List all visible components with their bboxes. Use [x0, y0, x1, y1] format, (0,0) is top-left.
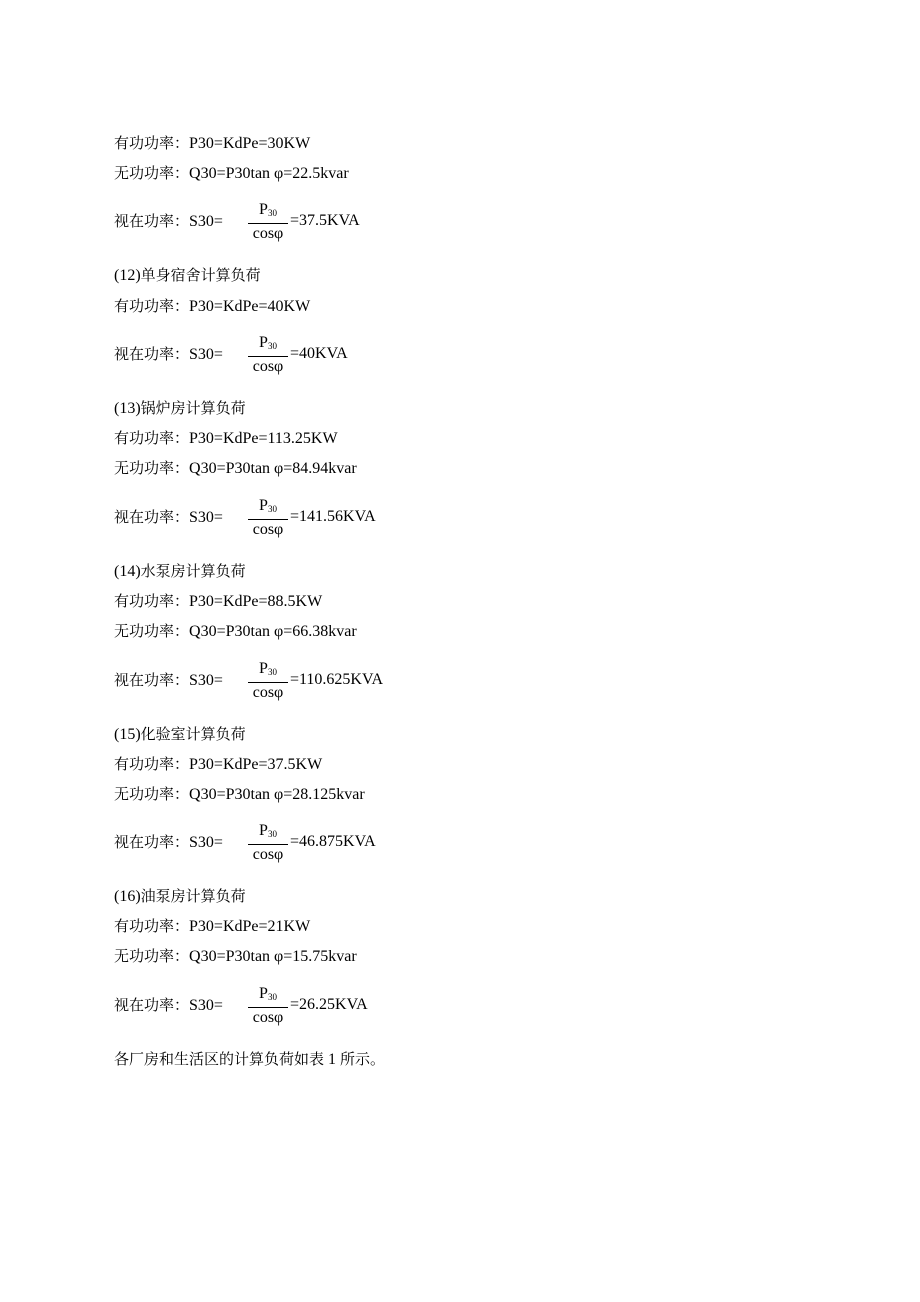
active-power-line: [114, 754, 322, 775]
fraction-bar: [248, 1007, 288, 1008]
fraction-denominator: cosφ: [252, 521, 284, 538]
fraction-bar: [248, 682, 288, 683]
apparent-power-line: [114, 670, 223, 691]
fraction: [248, 823, 288, 863]
active-power-formula: P30=KdPe=37.5KW: [189, 756, 323, 773]
apparent-power-label: 视在功率：: [114, 671, 190, 689]
reactive-power-line: [114, 946, 357, 967]
active-power-formula: P30=KdPe=30KW: [189, 135, 311, 152]
apparent-power-lhs: S30=: [189, 346, 223, 363]
apparent-power-result: =141.56KVA: [290, 508, 376, 525]
fraction-bar: [248, 223, 288, 224]
fraction-bar: [248, 356, 288, 357]
apparent-power-lhs: S30=: [189, 672, 223, 689]
fraction-denominator: cosφ: [252, 846, 284, 863]
fraction: [248, 498, 288, 538]
fraction-denominator: cosφ: [252, 684, 284, 701]
reactive-power-line: [114, 163, 349, 184]
active-power-label: 有功功率：: [114, 755, 190, 773]
section-title: 单身宿舍计算负荷: [140, 266, 261, 284]
reactive-power-formula: Q30=P30tan φ=84.94kvar: [189, 460, 357, 477]
apparent-power-label: 视在功率：: [114, 345, 190, 363]
apparent-power-result: =40KVA: [290, 345, 348, 362]
active-power-formula: P30=KdPe=88.5KW: [189, 593, 323, 610]
fraction-subscript: 30: [267, 341, 277, 351]
fraction-numerator: P: [259, 201, 268, 218]
active-power-label: 有功功率：: [114, 917, 190, 935]
apparent-power-lhs: S30=: [189, 509, 223, 526]
closing-table-number: 1: [324, 1051, 341, 1068]
apparent-power-lhs: S30=: [189, 834, 223, 851]
fraction-subscript: 30: [267, 992, 277, 1002]
apparent-power-lhs: S30=: [189, 213, 223, 230]
apparent-power-line: [114, 832, 223, 853]
apparent-power-line: [114, 211, 223, 232]
apparent-power-line: [114, 344, 223, 365]
section-title: 锅炉房计算负荷: [140, 399, 246, 417]
active-power-line: [114, 296, 310, 317]
reactive-power-formula: Q30=P30tan φ=28.125kvar: [189, 786, 365, 803]
apparent-power-result: =46.875KVA: [290, 833, 376, 850]
section-number: (14): [114, 563, 141, 580]
fraction-subscript: 30: [267, 667, 277, 677]
active-power-label: 有功功率：: [114, 592, 190, 610]
active-power-formula: P30=KdPe=40KW: [189, 298, 311, 315]
active-power-line: [114, 916, 310, 937]
fraction-numerator: P: [259, 822, 268, 839]
section-title: 化验室计算负荷: [140, 725, 246, 743]
fraction: [248, 202, 288, 242]
active-power-line: [114, 428, 338, 449]
fraction-bar: [248, 519, 288, 520]
section-number: (13): [114, 400, 141, 417]
apparent-power-result: =37.5KVA: [290, 212, 360, 229]
section-title: 油泵房计算负荷: [140, 887, 246, 905]
section-heading-15: [114, 724, 246, 745]
reactive-power-label: 无功功率：: [114, 947, 190, 965]
section-number: (16): [114, 888, 141, 905]
closing-text-b: 所示。: [340, 1050, 386, 1068]
active-power-line: [114, 591, 322, 612]
apparent-power-line: [114, 507, 223, 528]
fraction: [248, 986, 288, 1026]
fraction-numerator: P: [259, 985, 268, 1002]
apparent-power-label: 视在功率：: [114, 508, 190, 526]
fraction-denominator: cosφ: [252, 358, 284, 375]
apparent-power-result: =110.625KVA: [290, 671, 384, 688]
apparent-power-label: 视在功率：: [114, 996, 190, 1014]
section-heading-14: [114, 561, 246, 582]
section-number: (12): [114, 267, 141, 284]
apparent-power-lhs: S30=: [189, 997, 223, 1014]
reactive-power-formula: Q30=P30tan φ=66.38kvar: [189, 623, 357, 640]
fraction: [248, 335, 288, 375]
apparent-power-label: 视在功率：: [114, 212, 190, 230]
fraction-subscript: 30: [267, 504, 277, 514]
reactive-power-line: [114, 784, 365, 805]
section-heading-16: [114, 886, 246, 907]
reactive-power-formula: Q30=P30tan φ=15.75kvar: [189, 948, 357, 965]
reactive-power-line: [114, 458, 357, 479]
fraction-denominator: cosφ: [252, 1009, 284, 1026]
fraction-numerator: P: [259, 334, 268, 351]
section-title: 水泵房计算负荷: [140, 562, 246, 580]
apparent-power-label: 视在功率：: [114, 833, 190, 851]
apparent-power-line: [114, 995, 223, 1016]
active-power-label: 有功功率：: [114, 429, 190, 447]
reactive-power-label: 无功功率：: [114, 622, 190, 640]
fraction: [248, 661, 288, 701]
reactive-power-line: [114, 621, 357, 642]
closing-sentence: [114, 1049, 385, 1070]
fraction-subscript: 30: [267, 208, 277, 218]
closing-text-a: 各厂房和生活区的计算负荷如表: [114, 1050, 325, 1068]
apparent-power-result: =26.25KVA: [290, 996, 368, 1013]
section-number: (15): [114, 726, 141, 743]
fraction-numerator: P: [259, 497, 268, 514]
reactive-power-formula: Q30=P30tan φ=22.5kvar: [189, 165, 349, 182]
section-heading-12: [114, 265, 261, 286]
active-power-formula: P30=KdPe=113.25KW: [189, 430, 338, 447]
active-power-label: 有功功率：: [114, 297, 190, 315]
active-power-line: [114, 133, 310, 154]
fraction-numerator: P: [259, 660, 268, 677]
fraction-subscript: 30: [267, 829, 277, 839]
reactive-power-label: 无功功率：: [114, 164, 190, 182]
active-power-label: 有功功率：: [114, 134, 190, 152]
section-heading-13: [114, 398, 246, 419]
fraction-bar: [248, 844, 288, 845]
active-power-formula: P30=KdPe=21KW: [189, 918, 311, 935]
reactive-power-label: 无功功率：: [114, 785, 190, 803]
reactive-power-label: 无功功率：: [114, 459, 190, 477]
fraction-denominator: cosφ: [252, 225, 284, 242]
